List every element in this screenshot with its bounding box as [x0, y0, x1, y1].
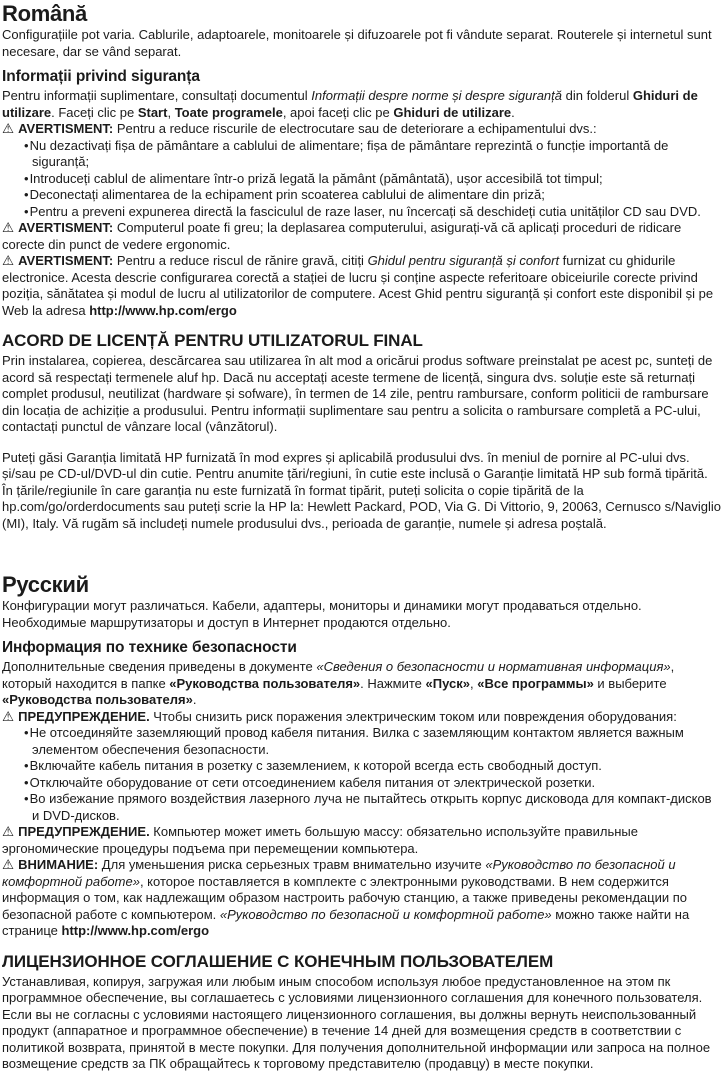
warning-safety-comfort-ro: [2, 253, 722, 319]
bullet-item: [24, 170, 722, 188]
configurations-note-ru: Конфигурации могут различаться. Кабели, адаптеры, мониторы и динамики могут продаваться отдельно. Необходимые маршрутизаторы и доступ в Интернет продаются отдельно.: [2, 598, 642, 630]
bullet-text: Nu dezactivați fișa de pământare a cablului de alimentare; fișa de pământare reprezintă o funcție importantă de siguranță;: [29, 137, 669, 169]
text-segment: . Faceți clic pe: [51, 104, 138, 120]
warning-text: Pentru a reduce riscurile de electrocutare sau de deteriorare a echipamentului dvs.:: [113, 121, 597, 136]
text-segment: можно также найти на странице: [2, 906, 690, 938]
text-segment: , apoi faceți clic pe: [282, 104, 394, 120]
text-segment: «Руководства пользователя»: [169, 675, 361, 691]
bullet-item: [24, 758, 722, 775]
text-segment: Дополнительные сведения приведены в документе: [2, 659, 317, 674]
configurations-note-ro: Configurațiile pot varia. Cablurile, adaptoarele, monitoarele și difuzoarele pot fi vândute separat. Routerele și internetul sunt necesare, dar se vând separat.: [2, 27, 712, 59]
text-segment: «Все программы»: [477, 675, 594, 691]
bullet-text: Отключайте оборудование от сети отсоединением кабеля питания от электрической розетки.: [29, 774, 596, 790]
warning-triangle-icon: ⚠: [2, 857, 15, 873]
bullet-text: Pentru a preveni expunerea directă la fasciculul de raze laser, nu încercați să deschideți cutia unităților CD sau DVD.: [29, 203, 701, 219]
text-segment: .: [192, 692, 197, 707]
warning-triangle-icon: ⚠: [2, 220, 15, 236]
bullet-text: Introduceți cablul de alimentare într-o priză legată la pământ (pământată), ușor accesibilă tot timpul;: [29, 170, 603, 186]
text-segment: din folderul: [562, 88, 633, 103]
section-romanian: [2, 1, 722, 532]
text-segment: .: [511, 104, 515, 120]
bullet-item: [24, 774, 722, 792]
warning-bullets-ru: [2, 725, 722, 824]
warning-text: Компьютер может иметь большую массу: обязательно используйте правильные эргономические процедуры подъема при перемещении компьютера.: [2, 824, 638, 856]
warning-label: AVERTISMENT:: [18, 253, 114, 268]
warning-electrocution-ro: [2, 121, 722, 138]
bullet-item: [24, 203, 722, 221]
eula-paragraph-1-ro: Prin instalarea, copierea, descărcarea sau utilizarea în alt mod a oricărui produs software preinstalat pe acest pc, sunteți de acord să respectați termenele aluf hp. Dacă nu acceptați aceste termene de licență, singura dvs. soluție este să returnați complet produsul, neutilizat (hardware și sofware), în termen de 14 zile, pentru rambursare, conform politicii de rambursare din locația de achiziție a produsului. Pentru informații suplimentare sau pentru a solicita o rambursare completă a PC-ului, contactați punctul de vânzare local (vânzătorul).: [2, 353, 713, 434]
warning-triangle-icon: ⚠: [2, 824, 15, 840]
safety-info-heading-ro: Informații privind siguranța: [2, 68, 200, 85]
eula-heading-ru: ЛИЦЕНЗИОННОЕ СОГЛАШЕНИЕ С КОНЕЧНЫМ ПОЛЬЗОВАТЕЛЕМ: [2, 951, 554, 971]
text-segment: «Руководство по безопасной и комфортной работе»: [2, 857, 676, 889]
bullet-item: [24, 725, 722, 758]
text-segment: Ghiduri de utilizare: [2, 88, 698, 120]
text-segment: Ghiduri de utilizare: [393, 104, 512, 120]
warning-safety-comfort-ru: [2, 857, 722, 940]
language-title-russian: Русский: [2, 572, 89, 597]
bullet-item: [24, 791, 722, 824]
text-segment: Для уменьшения риска серьезных травм внимательно изучите: [98, 857, 486, 872]
eula-paragraph-2-ro: Puteți găsi Garanția limitată HP furnizată în mod expres și aplicabilă produsului dvs. în meniul de pornire al PC-ului dvs. și/sau pe CD-ul/DVD-ul din cutie. Pentru anumite țări/regiuni, în cutie este inclusă o Garanție limitată HP sub formă tipărită. În țările/regiunile în care garanția nu este furnizată în format tipărit, puteți solicita o copie tipărită de la hp.com/go/orderdocuments sau puteți scrie la HP la: Hewlett Packard, POD, Via G. Di Vittorio, 9, 20063, Cernusco s/Naviglio (MI), Italy. Vă rugăm să includeți numele produsului dvs., perioada de garanție, numele și adresa poștală.: [2, 449, 721, 531]
safety-paragraph-ru: [2, 659, 722, 709]
safety-info-heading-ru: Информация по технике безопасности: [2, 639, 297, 656]
warning-triangle-icon: ⚠: [2, 121, 15, 137]
bullet-item: [24, 187, 722, 204]
bullet-text: Deconectați alimentarea de la echipament prin scoaterea cablului de alimentare din priză;: [29, 187, 545, 202]
bullet-icon: •: [24, 791, 29, 806]
warning-triangle-icon: ⚠: [2, 708, 15, 725]
bullet-text: Включайте кабель питания в розетку с заземлением, к которой всегда есть свободный доступ.: [29, 758, 602, 773]
warning-text: Чтобы снизить риск поражения электрическим током или повреждения оборудования:: [149, 708, 677, 724]
text-segment: Pentru informații suplimentare, consultați documentul: [2, 88, 312, 103]
bullet-item: [24, 137, 722, 171]
text-segment: Toate programele: [174, 104, 283, 120]
text-segment: Pentru a reduce riscul de rănire gravă, citiți: [113, 253, 368, 268]
warning-heavy-computer-ro: [2, 220, 722, 253]
eula-heading-ro: ACORD DE LICENȚĂ PENTRU UTILIZATORUL FINAL: [2, 331, 423, 350]
text-segment: «Руководства пользователя»: [2, 692, 193, 707]
warning-label: ВНИМАНИЕ:: [18, 857, 99, 872]
bullet-icon: •: [24, 187, 29, 202]
bullet-text: Не отсоединяйте заземляющий провод кабеля питания. Вилка с заземляющим контактом является важным элементом обеспечения безопасности.: [29, 725, 684, 757]
text-segment: . Нажмите: [360, 675, 426, 691]
safety-paragraph-ro: [2, 88, 722, 121]
warning-label: ПРЕДУПРЕЖДЕНИЕ.: [18, 824, 150, 839]
section-russian: [2, 572, 722, 1073]
text-segment: http://www.hp.com/ergo: [61, 923, 210, 938]
bullet-icon: •: [24, 170, 29, 186]
text-segment: ,: [167, 104, 175, 120]
warning-rich-text: [2, 857, 689, 938]
text-segment: furnizat cu ghidurile electronice. Acesta descrie configurarea corectă a stației de lucru și conține aspecte referitoare obiceiurile corecte privind poziția, sănătatea și modul de lucru al utilizatorilor de computere. Acest Ghid pentru siguranță și confort este disponibil și pe Web la adresa: [2, 253, 714, 318]
language-title-romanian: Română: [2, 1, 87, 26]
warning-text: Computerul poate fi greu; la deplasarea computerului, asigurați-vă că aplicați proceduri de ridicare corecte din punct de vedere ergonomic.: [2, 220, 682, 252]
text-segment: , который находится в папке: [2, 659, 675, 691]
text-segment: «Сведения о безопасности и нормативная информация»: [316, 659, 671, 674]
warning-triangle-icon: ⚠: [2, 253, 15, 269]
bullet-icon: •: [24, 774, 29, 790]
text-segment: и выберите: [593, 675, 667, 691]
text-segment: Start: [137, 104, 168, 120]
text-segment: http://www.hp.com/ergo: [89, 302, 237, 318]
bullet-icon: •: [24, 137, 29, 153]
text-segment: «Пуск»: [425, 675, 470, 691]
warning-bullets-ro: [2, 138, 722, 221]
warning-label: AVERTISMENT:: [18, 121, 114, 136]
bullet-icon: •: [24, 725, 29, 740]
warning-electrocution-ru: [2, 709, 722, 726]
bullet-text: Во избежание прямого воздействия лазерного луча не пытайтесь открыть корпус дисковода для компакт-дисков и DVD-дисков.: [29, 791, 712, 823]
text-segment: «Руководство по безопасной и комфортной работе»: [219, 906, 552, 922]
eula-paragraph-1-ru: Устанавливая, копируя, загружая или любым иным способом используя любое предустановленное на этом пк программное обеспечение, вы соглашаетесь с условиями лицензионного соглашения для конечного пользователя. Если вы не согласны с условиями настоящего лицензионного соглашения, вы должны вернуть неиспользованный продукт (аппаратное и программное обеспечение) в течение 14 дней для возмещения средств в соответствии с политикой возврата, принятой в месте покупки. Для получения дополнительной информации или запроса на полное возмещение средств за ПК обращайтесь к торговому представителю (продавцу) в месте покупки.: [2, 973, 711, 1071]
warning-label: ПРЕДУПРЕЖДЕНИЕ.: [18, 708, 150, 724]
text-segment: Ghidul pentru siguranță și confort: [367, 253, 560, 268]
bullet-icon: •: [24, 758, 29, 773]
bullet-icon: •: [24, 203, 29, 219]
warning-heavy-computer-ru: [2, 824, 722, 857]
text-segment: Informații despre norme și despre siguranță: [311, 88, 562, 103]
warning-label: AVERTISMENT:: [18, 220, 114, 235]
text-segment: , которое поставляется в комплекте с электронными руководствами. В нем содержится информация о том, как надлежащим образом настроить рабочую станцию, а также приведены рекомендации по безопасной работе с компьютером.: [2, 873, 687, 922]
text-segment: ,: [469, 675, 478, 691]
